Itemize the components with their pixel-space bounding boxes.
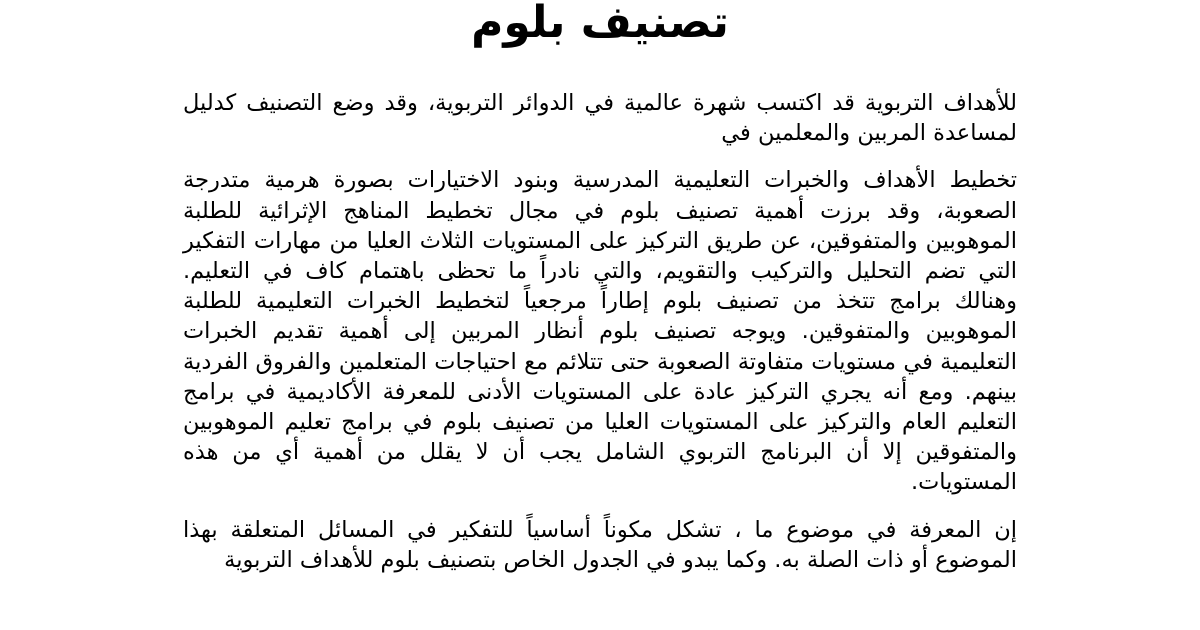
paragraph-main: تخطيط الأهداف والخبرات التعليمية المدرسية وبنود الاختيارات بصورة هرمية متدرجة الصعوبة، وقد برزت أهمية تصنيف بلوم في مجال تخطيط المناهج الإثرائية للطلبة الموهوبين والمتفوقين، عن طريق التركيز على المستويات الثلاث العليا من مهارات التفكير التي تضم التحليل والتركيب والتقويم، والتي نادراً ما تحظى باهتمام كاف في التعليم. وهنالك برامج تتخذ من تصنيف بلوم إطاراً مرجعياً لتخطيط الخبرات التعليمية للطلبة الموهوبين والمتفوقين. ويوجه تصنيف بلوم أنظار المربين إلى أهمية تقديم الخبرات التعليمية في مستويات متفاوتة الصعوبة حتى تتلائم مع احتياجات المتعلمين والفروق الفردية بينهم. ومع أنه يجري التركيز عادة على المستويات الأدنى للمعرفة الأكاديمية في برامج التعليم العام والتركيز على المستويات العليا من تصنيف بلوم في برامج تعليم الموهوبين والمتفوقين إلا أن البرنامج التربوي الشامل يجب أن لا يقلل من أهمية أي من هذه المستويات. bbox=[183, 167, 1017, 496]
page-title: تصنيف بلوم bbox=[471, 0, 729, 48]
document-body bbox=[183, 88, 1017, 592]
paragraph-intro: للأهداف التربوية قد اكتسب شهرة عالمية في الدوائر التربوية، وقد وضع التصنيف كدليل لمساعدة المربين والمعلمين في bbox=[183, 90, 1017, 147]
paragraph-knowledge: إن المعرفة في موضوع ما ، تشكل مكوناً أساسياً للتفكير في المسائل المتعلقة بهذا الموضوع أو ذات الصلة به. وكما يبدو في الجدول الخاص بتصنيف بلوم للأهداف التربوية bbox=[183, 516, 1017, 573]
